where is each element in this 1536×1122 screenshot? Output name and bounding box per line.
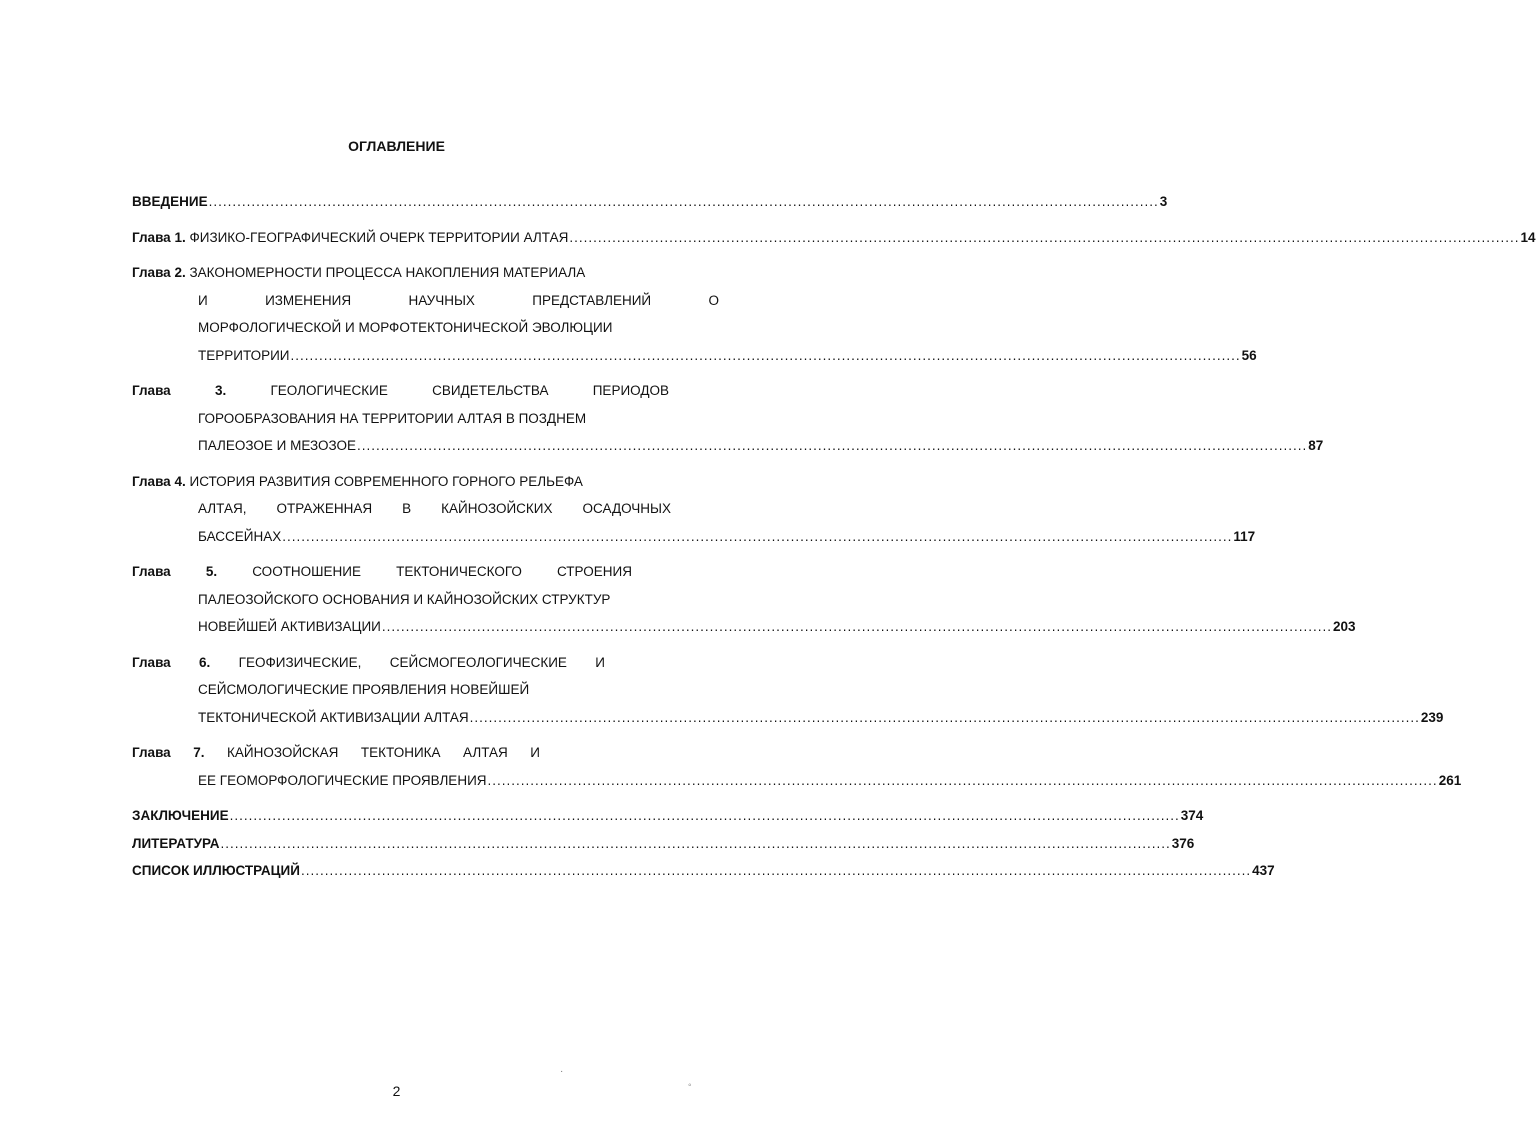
toc-page-number: 437 xyxy=(1252,863,1275,878)
chapter-title-line: ФИЗИКО-ГЕОГРАФИЧЕСКИЙ ОЧЕРК ТЕРРИТОРИИ АЛТАЯ xyxy=(189,229,569,245)
toc-page-number: 56 xyxy=(1241,347,1257,363)
dot-leader: ........................................................................................................................................................................................................ xyxy=(487,772,1438,788)
chapter-label: Глава 6. xyxy=(132,654,211,670)
toc-entry-chapter-4[interactable] xyxy=(132,468,1256,551)
chapter-title-line: ЗАКОНОМЕРНОСТИ ПРОЦЕССА НАКОПЛЕНИЯ МАТЕРИАЛА xyxy=(189,265,586,280)
toc-entry-illustrations[interactable] xyxy=(132,857,1275,885)
toc-entry-title: СПИСОК ИЛЛЮСТРАЦИЙ xyxy=(132,863,300,878)
toc-page-number: 14 xyxy=(1520,229,1536,245)
chapter-title-line: БАССЕЙНАХ xyxy=(198,528,282,544)
chapter-title-line: ИСТОРИЯ РАЗВИТИЯ СОВРЕМЕННОГО ГОРНОГО РЕЛЬЕФА xyxy=(189,473,583,489)
dot-leader: ........................................................................................................................................................................................................ xyxy=(357,438,1308,453)
dot-leader: ........................................................................................................................................................................................................ xyxy=(300,863,1252,878)
chapter-label: Глава 2. xyxy=(132,265,186,280)
dot-leader: ........................................................................................................................................................................................................ xyxy=(469,709,1420,725)
toc-page-number: 239 xyxy=(1420,709,1444,725)
toc-page-number: 203 xyxy=(1333,619,1356,634)
chapter-label: Глава 3. xyxy=(132,383,227,398)
toc-page-number: 117 xyxy=(1233,528,1256,544)
dot-leader: ........................................................................................................................................................................................................ xyxy=(569,229,1520,245)
toc-entry-literature[interactable] xyxy=(132,830,1195,858)
scan-speck: · xyxy=(560,1066,564,1077)
toc-entry-title: ЛИТЕРАТУРА xyxy=(132,835,220,851)
dot-leader: ........................................................................................................................................................................................................ xyxy=(208,194,1159,209)
toc-entry-chapter-5[interactable] xyxy=(132,558,1356,641)
chapter-title-line: НОВЕЙШЕЙ АКТИВИЗАЦИИ xyxy=(198,619,381,634)
chapter-title-line: ТЕРРИТОРИИ xyxy=(198,347,290,363)
table-of-contents xyxy=(132,188,1536,893)
chapter-title-line: ГОРООБРАЗОВАНИЯ НА ТЕРРИТОРИИ АЛТАЯ В ПОЗДНЕМ xyxy=(198,410,587,426)
chapter-label: Глава 4. xyxy=(132,473,186,489)
scan-speck: ◦ xyxy=(688,1080,692,1091)
chapter-title-line: ПАЛЕОЗОЕ И МЕЗОЗОЕ xyxy=(198,438,357,453)
chapter-label: Глава 1. xyxy=(132,229,186,245)
dot-leader: ........................................................................................................................................................................................................ xyxy=(282,528,1233,544)
toc-entry-introduction[interactable] xyxy=(132,188,1168,216)
chapter-title-line: ЕЕ ГЕОМОРФОЛОГИЧЕСКИЕ ПРОЯВЛЕНИЯ xyxy=(198,772,487,788)
chapter-title-line: ГЕОФИЗИЧЕСКИЕ, СЕЙСМОГЕОЛОГИЧЕСКИЕ И xyxy=(238,654,605,670)
toc-page-number: 87 xyxy=(1308,438,1324,453)
toc-entry-chapter-6[interactable] xyxy=(132,649,1444,732)
chapter-title-line: И ИЗМЕНЕНИЯ НАУЧНЫХ ПРЕДСТАВЛЕНИЙ О xyxy=(198,292,719,308)
chapter-title-line: АЛТАЯ, ОТРАЖЕННАЯ В КАЙНОЗОЙСКИХ ОСАДОЧНЫХ xyxy=(198,501,671,516)
chapter-title-line: МОРФОЛОГИЧЕСКОЙ И МОРФОТЕКТОНИЧЕСКОЙ ЭВОЛЮЦИИ xyxy=(198,320,613,335)
dot-leader: ........................................................................................................................................................................................................ xyxy=(229,808,1180,823)
chapter-title-line: ТЕКТОНИЧЕСКОЙ АКТИВИЗАЦИИ АЛТАЯ xyxy=(198,709,469,725)
chapter-title-line: СООТНОШЕНИЕ ТЕКТОНИЧЕСКОГО СТРОЕНИЯ xyxy=(252,564,632,579)
toc-page-number: 374 xyxy=(1180,808,1204,823)
toc-entry-chapter-3[interactable] xyxy=(132,377,1324,460)
chapter-title-line: ПАЛЕОЗОЙСКОГО ОСНОВАНИЯ И КАЙНОЗОЙСКИХ СТРУКТУР xyxy=(198,591,611,607)
dot-leader: ........................................................................................................................................................................................................ xyxy=(290,347,1241,363)
toc-page-number: 3 xyxy=(1159,194,1168,209)
chapter-label: Глава 5. xyxy=(132,564,218,579)
page-title: ОГЛАВЛЕНИЕ xyxy=(348,138,445,154)
chapter-label: Глава 7. xyxy=(132,745,205,760)
dot-leader: ........................................................................................................................................................................................................ xyxy=(220,835,1171,851)
toc-page-number: 376 xyxy=(1171,835,1195,851)
dot-leader: ........................................................................................................................................................................................................ xyxy=(381,619,1333,634)
toc-entry-chapter-2[interactable] xyxy=(132,259,1257,369)
chapter-title-line: СЕЙСМОЛОГИЧЕСКИЕ ПРОЯВЛЕНИЯ НОВЕЙШЕЙ xyxy=(198,682,530,697)
toc-entry-chapter-7[interactable] xyxy=(132,739,1462,794)
chapter-title-line: КАЙНОЗОЙСКАЯ ТЕКТОНИКА АЛТАЯ И xyxy=(227,745,540,760)
toc-entry-conclusion[interactable] xyxy=(132,802,1204,830)
toc-page-number: 261 xyxy=(1438,772,1462,788)
toc-entry-chapter-1[interactable] xyxy=(132,224,1536,252)
toc-entry-title: ВВЕДЕНИЕ xyxy=(132,194,208,209)
page-number: 2 xyxy=(392,1083,401,1099)
toc-entry-title: ЗАКЛЮЧЕНИЕ xyxy=(132,808,229,823)
chapter-title-line: ГЕОЛОГИЧЕСКИЕ СВИДЕТЕЛЬСТВА ПЕРИОДОВ xyxy=(270,383,669,398)
